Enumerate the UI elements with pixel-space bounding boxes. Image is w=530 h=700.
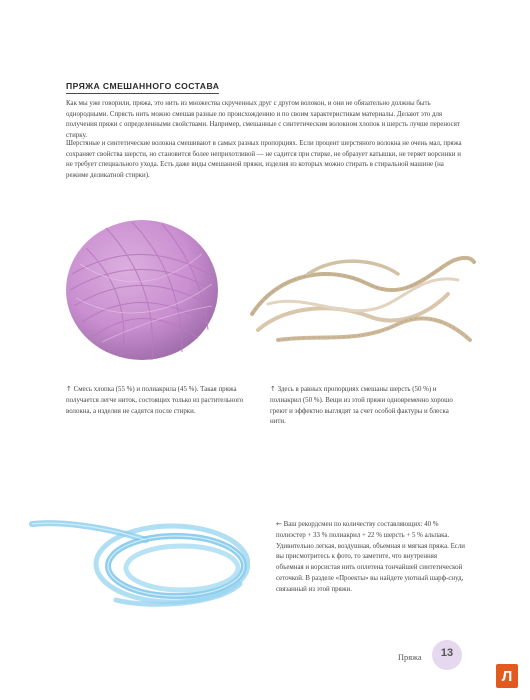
left-arrow-icon: ← <box>276 520 282 528</box>
intro-paragraph-1: Как мы уже говорили, пряжа, это нить из множества скрученных друг с другом волокон, и они не обязательно должны быть однородными. Спрясть нить можно смешав разные по происхождению и по своим характеристикам материалы. Делают это для получения пряжи с определенными свойствами. Например, смешанные с синтетическим волокном хлопок и шерсть лучше переносят стирку. <box>66 100 460 139</box>
caption-wool-text: Здесь в равных пропорциях смешаны шерсть (50 %) и полиакрил (50 %). Вещи из этой пряжи одновременно хорошо греют и эффектно выглядят за счет особой фактуры и блеска нити. <box>270 386 453 426</box>
section-heading: ПРЯЖА СМЕШАННОГО СОСТАВА <box>66 81 219 94</box>
footer-section-label: Пряжа <box>398 653 422 662</box>
caption-record-text: Ваш рекордсмен по количеству составляющих: 40 % полиэстер + 33 % полиакрил + 22 % шерсть + 5 % альпака. Удивительно легкая, воздушная, объемная и мягкая пряжа. Если вы присмотритесь к фото, то заметите, что внутренняя объемная и ворсистая нить оплетена тончайшей синтетической сеточкой. В разделе «Проекты» вы найдете уютный шарф-снуд, связанный из этой пряжи. <box>276 521 465 593</box>
caption-cotton-text: Смесь хлопка (55 %) и полиакрила (45 %). Такая пряжа получается легче ниток, состоящих только из растительного волокна, а изделия не садятся после стирки. <box>66 386 244 415</box>
wool-yarn-image <box>248 244 478 354</box>
publisher-logo <box>496 664 518 688</box>
intro-paragraph-2: Шерстяные и синтетические волокна смешивают в самых разных пропорциях. Если процент шерстяного волокна не очень мал, пряжа сохраняет свойства шерсти, но становится более неприхотливой — не садится при стирке, не образует катышки, не теряет ворсинки и не требует специального ухода. Есть даже виды смешанной пряжи, изделия из которых можно стирать в стиральной машине (на режиме деликатной стирки). <box>66 140 462 179</box>
page-number: 13 <box>440 647 454 659</box>
caption-wool <box>270 384 466 428</box>
blue-yarn-image <box>26 510 250 610</box>
yarn-ball-image <box>62 214 222 364</box>
caption-record <box>276 519 466 596</box>
up-arrow-icon: ↑ <box>270 385 276 393</box>
caption-cotton <box>66 384 252 417</box>
up-arrow-icon: ↑ <box>66 385 72 393</box>
page-number-badge <box>432 640 462 670</box>
publisher-logo-letter: Л <box>501 668 513 685</box>
